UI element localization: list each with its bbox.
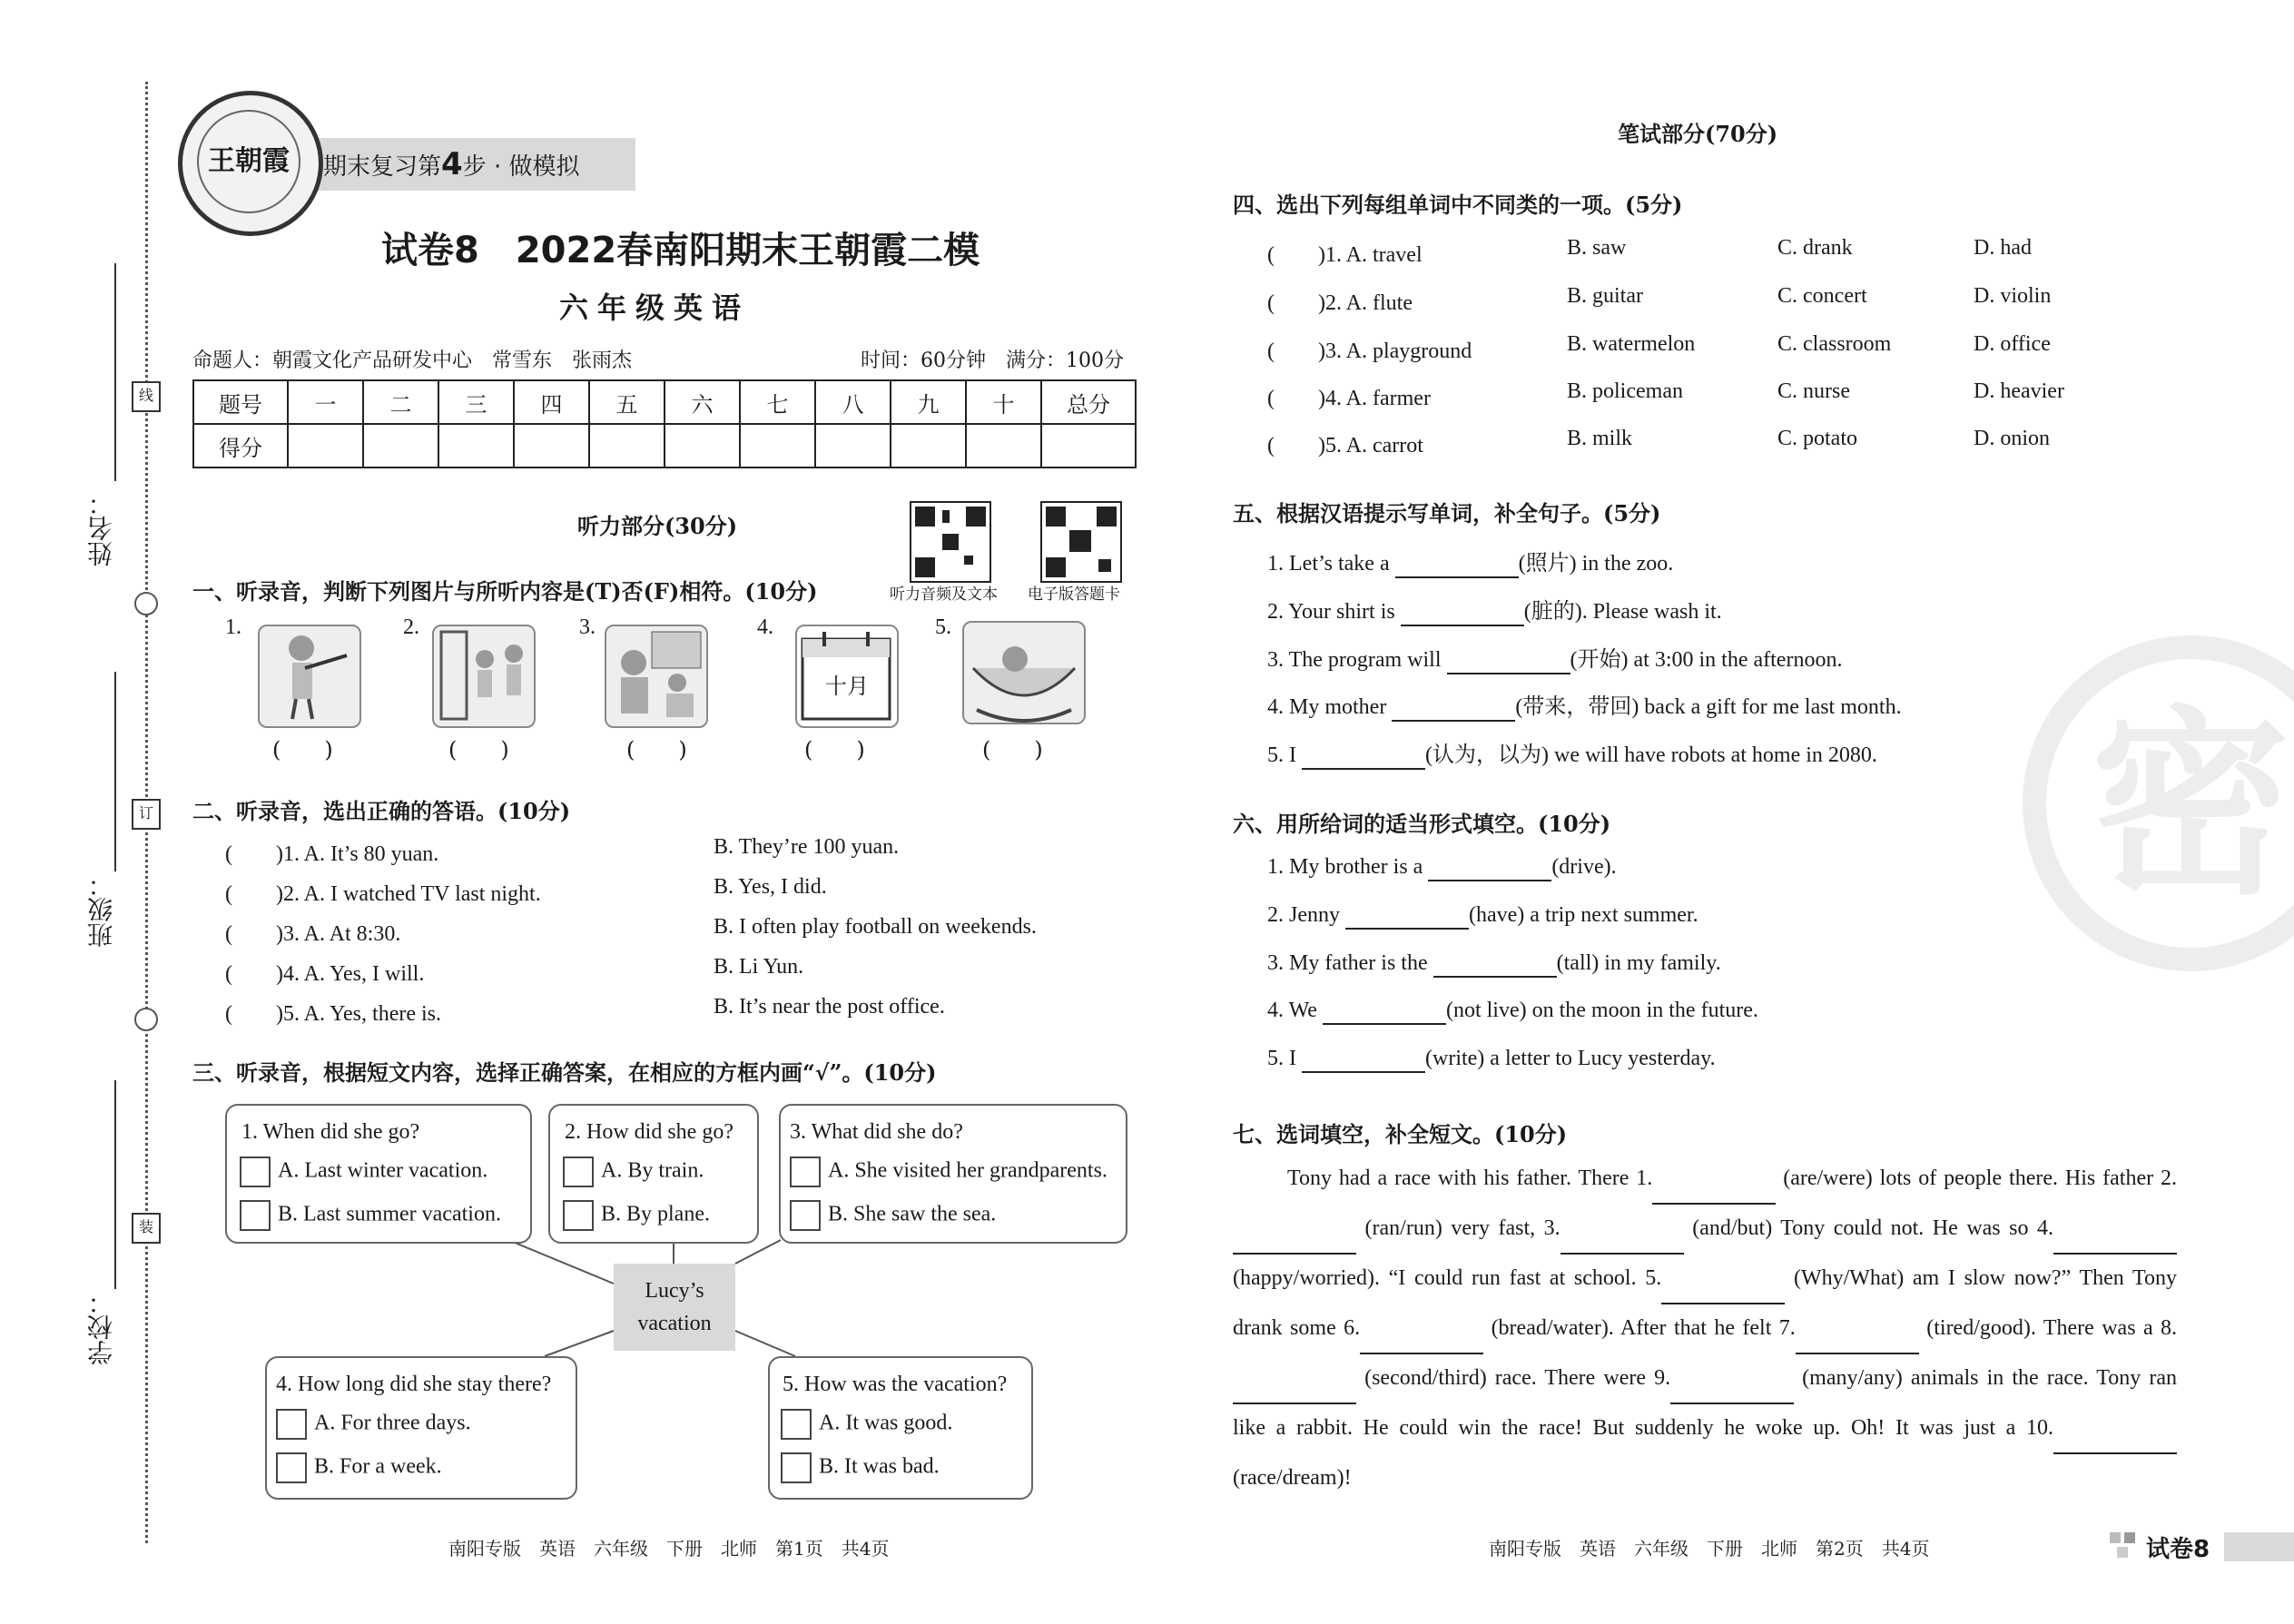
name-label: 姓名： [86, 490, 116, 566]
qr-label-audio: 听力音频及文本 [890, 586, 998, 604]
s5-sentence: 1. Let’s take a (照片) in the zoo. [1267, 545, 1673, 578]
exam-title: 试卷8 2022春南阳期末王朝霞二模 [381, 230, 980, 271]
step-banner: 期末复习第4步 · 做模拟 [300, 138, 635, 191]
center-line-2: vacation [637, 1312, 712, 1335]
s2-option-b: B. I often play football on weekends. [714, 915, 1037, 939]
s5-sentence: 4. My mother (带来，带回) back a gift for me last month. [1267, 688, 1902, 722]
fill-blank[interactable] [1447, 648, 1570, 674]
picture-number: 1. [225, 615, 241, 639]
score-cell: 七 [740, 380, 815, 424]
s6-sentence: 5. I (write) a letter to Lucy yesterday. [1267, 1047, 1716, 1073]
cut-mark-line: 线 [132, 381, 161, 412]
s4-option: B. saw [1567, 236, 1627, 260]
section-1-heading: 一、听录音，判断下列图片与所听内容是(T)否(F)相符。(10分) [192, 578, 818, 605]
score-cell: 总分 [1041, 380, 1136, 424]
checkbox[interactable] [240, 1156, 271, 1187]
q5-option-b[interactable] [781, 1452, 940, 1483]
s4-option: C. concert [1777, 284, 1867, 308]
center-line-1: Lucy’s [645, 1279, 704, 1303]
s4-option: D. had [1974, 236, 2032, 260]
listening-heading: 听力部分(30分) [577, 513, 738, 539]
q4-option-a[interactable] [276, 1409, 471, 1440]
s6-sentence: 2. Jenny (have) a trip next summer. [1267, 903, 1698, 930]
mindmap-center [614, 1264, 735, 1351]
cut-mark-bind: 订 [132, 799, 161, 830]
s4-option: D. office [1974, 332, 2051, 356]
fill-blank[interactable] [1323, 999, 1446, 1025]
answer-parenthesis[interactable]: ( ) [982, 737, 1043, 763]
mindmap-q4-box [265, 1356, 577, 1500]
checkbox[interactable] [276, 1452, 307, 1483]
cloze-passage: Tony had a race with his father. There 1. (are/were) lots of people there. His father 2. (ran/run) very fast, 3. (and/but) Tony could not. He was so 4. (happy/worried). “I could run fast at school. 5. (Why/What) am I slow now?” Then Tony drank some 6. (bread/water). After that he felt 7. (tired/good). There was a 8. (second/third) race. There were 9. (many/any) animals in the race. Tony ran like a rabbit. He could win the race! But suddenly he woke up. Oh! It was just a 10. (race/dream)! [1233, 1155, 2177, 1502]
fill-blank[interactable] [1302, 743, 1425, 770]
exam-author: 命题人：朝霞文化产品研发中心 常雪东 张雨杰 [192, 349, 633, 372]
score-cell: 三 [438, 380, 514, 424]
section-4-heading: 四、选出下列每组单词中不同类的一项。(5分) [1233, 192, 1683, 218]
q1-text: 1. When did she go? [241, 1120, 420, 1144]
score-cell: 四 [514, 380, 589, 424]
section-2-heading: 二、听录音，选出正确的答语。(10分) [192, 798, 571, 824]
q5-text: 5. How was the vacation? [783, 1373, 1008, 1396]
option-text: B. It was bad. [819, 1454, 940, 1479]
s2-option-a: ( )2. A. I watched TV last night. [225, 882, 541, 906]
s5-sentence: 5. I (认为，以为) we will have robots at home in 2080. [1267, 736, 1877, 770]
answer-parenthesis[interactable]: ( ) [626, 737, 687, 763]
writing-heading: 笔试部分(70分) [1618, 121, 1778, 147]
q5-option-a[interactable] [781, 1409, 952, 1440]
qr-label-answer-sheet: 电子版答题卡 [1028, 586, 1120, 604]
fill-blank[interactable] [1345, 903, 1469, 930]
s2-option-a: ( )3. A. At 8:30. [225, 922, 401, 946]
q4-text: 4. How long did she stay there? [276, 1373, 552, 1396]
option-text: B. For a week. [314, 1454, 442, 1479]
fill-blank[interactable] [1395, 552, 1519, 578]
q1-option-b[interactable] [240, 1200, 501, 1231]
q4-option-b[interactable] [276, 1452, 442, 1483]
fill-blank[interactable] [1433, 951, 1557, 978]
score-cell: 五 [589, 380, 665, 424]
picture-number: 2. [403, 615, 419, 639]
s6-sentence: 3. My father is the (tall) in my family. [1267, 951, 1721, 978]
s4-option: ( )2. A. flute [1267, 291, 1413, 315]
logo-text: 王朝霞 [197, 110, 300, 213]
checkbox[interactable] [790, 1200, 821, 1231]
s4-option: C. drank [1777, 236, 1853, 260]
checkbox[interactable] [790, 1156, 821, 1187]
fill-blank[interactable] [1670, 1354, 1794, 1404]
score-cell: 一 [288, 380, 363, 424]
fill-blank[interactable] [2053, 1404, 2177, 1454]
s6-sentence: 4. We (not live) on the moon in the future. [1267, 999, 1758, 1025]
s5-sentence: 3. The program will (开始) at 3:00 in the afternoon. [1267, 641, 1842, 674]
s2-option-a: ( )5. A. Yes, there is. [225, 1002, 441, 1026]
class-label: 班级： [86, 871, 116, 948]
fill-blank[interactable] [1652, 1155, 1776, 1205]
s4-option: C. potato [1777, 427, 1857, 450]
fill-blank[interactable] [1392, 695, 1515, 722]
footer-right: 南阳专版 英语 六年级 下册 北师 第2页 共4页 [1489, 1538, 1930, 1560]
q2-option-b[interactable] [563, 1200, 710, 1231]
fill-blank[interactable] [1360, 1304, 1483, 1354]
s4-option: B. policeman [1567, 379, 1683, 403]
fill-blank[interactable] [1233, 1205, 1356, 1255]
option-text: B. By plane. [601, 1202, 710, 1226]
section-6-heading: 六、用所给词的适当形式填空。(10分) [1233, 811, 1611, 837]
s2-option-b: B. Li Yun. [714, 955, 804, 979]
footer-left: 南阳专版 英语 六年级 下册 北师 第1页 共4页 [448, 1538, 890, 1560]
s4-option: D. onion [1974, 427, 2050, 450]
fill-blank[interactable] [1796, 1304, 1919, 1354]
answer-parenthesis[interactable]: ( ) [448, 737, 509, 763]
s2-option-b: B. It’s near the post office. [714, 995, 945, 1019]
exam-time: 时间：60分钟 满分：100分 [861, 349, 1124, 372]
tag-squares-icon [2110, 1532, 2141, 1560]
score-cell: 二 [363, 380, 438, 424]
page-tag-bar [2224, 1532, 2294, 1561]
s2-option-b: B. They’re 100 yuan. [714, 835, 900, 859]
s4-option: ( )5. A. carrot [1267, 434, 1423, 458]
s5-sentence: 2. Your shirt is (脏的). Please wash it. [1267, 593, 1722, 626]
s4-option: D. violin [1974, 284, 2052, 308]
option-text: A. By train. [601, 1158, 704, 1183]
score-cell: 八 [815, 380, 891, 424]
checkbox[interactable] [781, 1452, 812, 1483]
s4-option: B. watermelon [1567, 332, 1696, 356]
mindmap-q1-box [225, 1104, 532, 1244]
picture-number: 4. [757, 615, 773, 639]
score-cell: 九 [891, 380, 966, 424]
mindmap-q5-box [768, 1356, 1033, 1500]
school-label: 学校： [86, 1289, 116, 1365]
option-text: A. Last winter vacation. [278, 1158, 488, 1183]
mindmap-q3-box [779, 1104, 1127, 1244]
s4-option: C. nurse [1777, 379, 1850, 403]
score-cell: 十 [966, 380, 1041, 424]
s2-option-a: ( )4. A. Yes, I will. [225, 962, 425, 986]
option-text: A. For three days. [314, 1411, 471, 1435]
option-text: B. Last summer vacation. [278, 1202, 501, 1226]
checkbox[interactable] [781, 1409, 812, 1440]
picture-number: 3. [579, 615, 596, 639]
s4-option: ( )3. A. playground [1267, 340, 1472, 363]
s4-option: ( )4. A. farmer [1267, 387, 1431, 410]
fill-blank[interactable] [1428, 855, 1551, 881]
answer-parenthesis[interactable]: ( ) [804, 737, 865, 763]
section-5-heading: 五、根据汉语提示写单词，补全句子。(5分) [1233, 500, 1661, 527]
s4-option: B. milk [1567, 427, 1633, 450]
s2-option-a: ( )1. A. It’s 80 yuan. [225, 842, 439, 866]
answer-parenthesis[interactable]: ( ) [272, 737, 333, 763]
score-cell: 得分 [193, 424, 288, 468]
confidential-seal-watermark: 密 [2023, 635, 2294, 971]
checkbox[interactable] [276, 1409, 307, 1440]
score-cell: 六 [665, 380, 740, 424]
s4-option: B. guitar [1567, 284, 1643, 308]
q2-text: 2. How did she go? [565, 1120, 733, 1144]
checkbox[interactable] [563, 1200, 594, 1231]
section-3-heading: 三、听录音，根据短文内容，选择正确答案，在相应的方框内画“√”。(10分) [192, 1059, 937, 1086]
s6-sentence: 1. My brother is a (drive). [1267, 855, 1617, 881]
score-cell: 题号 [193, 380, 288, 424]
picture-number: 5. [935, 615, 951, 639]
section-7-heading: 七、选词填空，补全短文。(10分) [1233, 1121, 1568, 1147]
option-text: B. She saw the sea. [828, 1202, 997, 1226]
exam-subtitle: 六年级英语 [559, 290, 751, 325]
q2-option-a[interactable] [563, 1156, 704, 1187]
s2-option-b: B. Yes, I did. [714, 875, 827, 899]
s4-option: ( )1. A. travel [1267, 243, 1423, 267]
mindmap-q2-box [548, 1104, 759, 1244]
fill-blank[interactable] [2053, 1205, 2177, 1255]
checkbox[interactable] [240, 1200, 271, 1231]
fill-blank[interactable] [1661, 1255, 1785, 1304]
s4-option: D. heavier [1974, 379, 2064, 403]
cut-mark-pack: 装 [132, 1213, 161, 1244]
q3-option-b[interactable] [790, 1200, 996, 1231]
fill-blank[interactable] [1401, 600, 1524, 626]
fill-blank[interactable] [1233, 1354, 1356, 1404]
q3-text: 3. What did she do? [790, 1120, 963, 1144]
checkbox[interactable] [563, 1156, 594, 1187]
q3-option-a[interactable] [790, 1156, 1108, 1187]
q1-option-a[interactable] [240, 1156, 487, 1187]
s4-option: C. classroom [1777, 332, 1892, 356]
mindmap-connectors [0, 0, 1180, 1543]
option-text: A. It was good. [819, 1411, 953, 1435]
fill-blank[interactable] [1302, 1047, 1425, 1073]
fill-blank[interactable] [1561, 1205, 1684, 1255]
calendar-month-text: 十月 [825, 674, 869, 699]
option-text: A. She visited her grandparents. [828, 1158, 1108, 1183]
page-tag: 试卷8 [2146, 1536, 2210, 1563]
